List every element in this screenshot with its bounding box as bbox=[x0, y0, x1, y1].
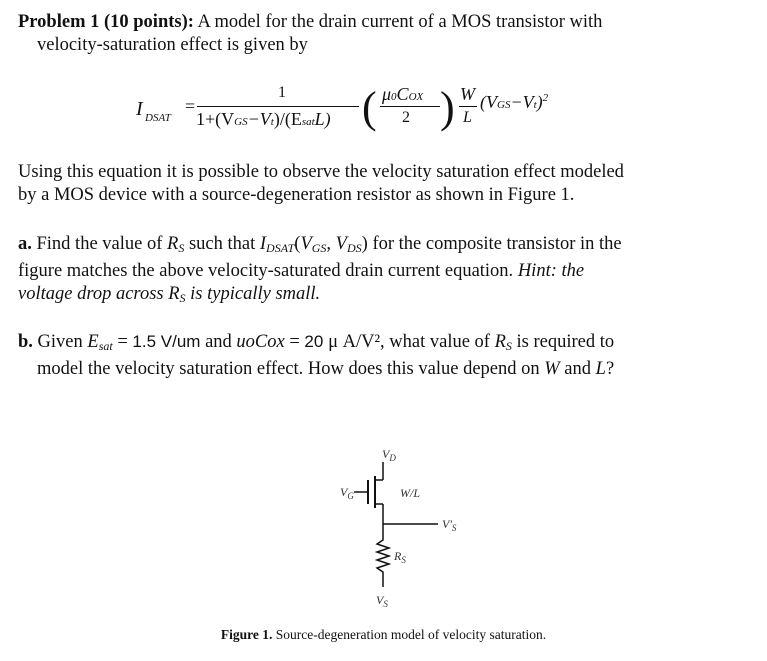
eq-den-mid: −V bbox=[247, 109, 271, 129]
part-b-mu-unit: μ A/V² bbox=[328, 332, 381, 352]
caption-rest: Source-degeneration model of velocity saturation. bbox=[272, 627, 547, 642]
eq-vgs: (V bbox=[480, 92, 497, 112]
eq-den-end: L) bbox=[314, 109, 331, 129]
paragraph-degeneration bbox=[18, 161, 748, 207]
dsat-equation bbox=[130, 84, 600, 144]
part-b-t5: , what value of bbox=[380, 332, 495, 352]
caption-bold: Figure 1. bbox=[220, 627, 273, 642]
eq-equals: = bbox=[185, 96, 196, 116]
part-b-line2a: model the velocity saturation effect. How does this value depend on bbox=[37, 359, 545, 379]
label-rs: $R_S$ bbox=[394, 549, 406, 565]
eq-num-one: 1 bbox=[278, 84, 286, 101]
intro-line1: A model for the drain current of a MOS transistor with bbox=[193, 12, 603, 32]
part-b-t6: is required to bbox=[511, 332, 615, 352]
part-a-line3a: voltage drop across bbox=[18, 284, 169, 304]
part-b-uocox-val: 20 bbox=[304, 332, 329, 351]
part-b-t4: = bbox=[284, 332, 305, 352]
part-b-t2: = bbox=[112, 332, 133, 352]
part-b-w: W bbox=[544, 359, 560, 379]
para2-line1: Using this equation it is possible to observe the velocity saturation effect modeled bbox=[18, 162, 624, 182]
eq-lhs: I bbox=[136, 98, 143, 120]
eq-exp: 2 bbox=[542, 92, 549, 104]
part-a-t3: ( bbox=[294, 234, 301, 254]
part-b-and: and bbox=[559, 359, 596, 379]
part-b-esat-sub: sat bbox=[98, 339, 113, 353]
label-vd: $V_D$ bbox=[382, 447, 396, 463]
part-a-t4: , bbox=[326, 234, 336, 254]
problem-statement bbox=[18, 11, 748, 57]
eq-vgs-sub: GS bbox=[497, 99, 511, 111]
eq-vt-sub: t bbox=[533, 99, 537, 111]
eq-mu-fraction-line bbox=[380, 106, 440, 107]
part-a-t2: such that bbox=[184, 234, 260, 254]
part-a-line3-rs: R bbox=[168, 284, 180, 304]
eq-cox-sub: OX bbox=[408, 91, 424, 103]
para2-line2: by a MOS device with a source-degeneration resistor as shown in Figure 1. bbox=[18, 185, 575, 205]
part-a-vds: V bbox=[335, 234, 347, 254]
eq-fraction-line bbox=[197, 106, 359, 107]
part-a-rs: R bbox=[167, 234, 179, 254]
intro-line2: velocity-saturation effect is given by bbox=[37, 35, 308, 55]
eq-den-a: 1+(V bbox=[196, 109, 235, 129]
part-a-line2: figure matches the above velocity-saturated drain current equation. bbox=[18, 261, 518, 281]
label-vg: $V_G$ bbox=[340, 485, 354, 501]
part-b-esat: E bbox=[87, 332, 99, 352]
part-b bbox=[18, 330, 748, 381]
part-a-idsat: I bbox=[259, 234, 267, 254]
part-a-label: a. bbox=[18, 234, 32, 254]
part-b-t3: and bbox=[200, 332, 237, 352]
part-a-hint: Hint: the bbox=[517, 261, 585, 281]
problem-heading: Problem 1 (10 points): bbox=[18, 12, 194, 32]
eq-right-paren: ) bbox=[440, 83, 455, 132]
eq-left-paren: ( bbox=[362, 83, 377, 132]
part-b-t1: Given bbox=[32, 332, 88, 352]
eq-close: ) bbox=[536, 92, 543, 112]
part-a-vgs: V bbox=[300, 234, 312, 254]
part-b-q: ? bbox=[605, 359, 615, 379]
eq-mu: μ bbox=[382, 84, 392, 104]
part-b-line2 bbox=[18, 358, 748, 381]
eq-vt: −V bbox=[510, 92, 534, 112]
part-b-rs-sub: S bbox=[505, 339, 512, 353]
label-wl: W/L bbox=[400, 486, 421, 500]
circuit-figure bbox=[330, 442, 490, 622]
part-b-label: b. bbox=[18, 332, 33, 352]
part-a bbox=[18, 233, 748, 310]
figure-caption bbox=[0, 627, 767, 643]
part-a-rs-sub: S bbox=[178, 241, 185, 255]
part-a-line3b: is typically small. bbox=[185, 284, 321, 304]
part-a-vds-sub: DS bbox=[346, 241, 362, 255]
part-a-idsat-sub: DSAT bbox=[266, 241, 295, 255]
part-b-uocox: uoCox bbox=[236, 332, 285, 352]
eq-l: L bbox=[463, 109, 472, 126]
eq-den-gs: GS bbox=[234, 116, 248, 128]
eq-cox: C bbox=[396, 84, 409, 104]
eq-den-t: t bbox=[270, 116, 274, 128]
part-a-t5: ) for the composite transistor in the bbox=[361, 234, 622, 254]
label-vs-prime: $V'_S$ bbox=[442, 517, 457, 533]
resistor-rs bbox=[377, 524, 389, 587]
part-b-rs: R bbox=[494, 332, 506, 352]
part-b-l: L bbox=[595, 359, 606, 379]
eq-den-mid2: )/(E bbox=[273, 109, 302, 129]
part-b-esat-val: 1.5 V/um bbox=[132, 332, 201, 351]
eq-lhs-sub: DSAT bbox=[145, 112, 171, 124]
eq-den-sat: sat bbox=[301, 116, 315, 128]
part-a-line3-rs-sub: S bbox=[179, 291, 186, 305]
part-a-t1: Find the value of bbox=[31, 234, 168, 254]
eq-two: 2 bbox=[402, 109, 410, 126]
eq-wl-line bbox=[459, 106, 477, 107]
part-a-vgs-sub: GS bbox=[311, 241, 327, 255]
label-vs: $V_S$ bbox=[376, 593, 388, 609]
eq-mu-sub: 0 bbox=[391, 91, 397, 103]
eq-w: W bbox=[460, 84, 475, 104]
